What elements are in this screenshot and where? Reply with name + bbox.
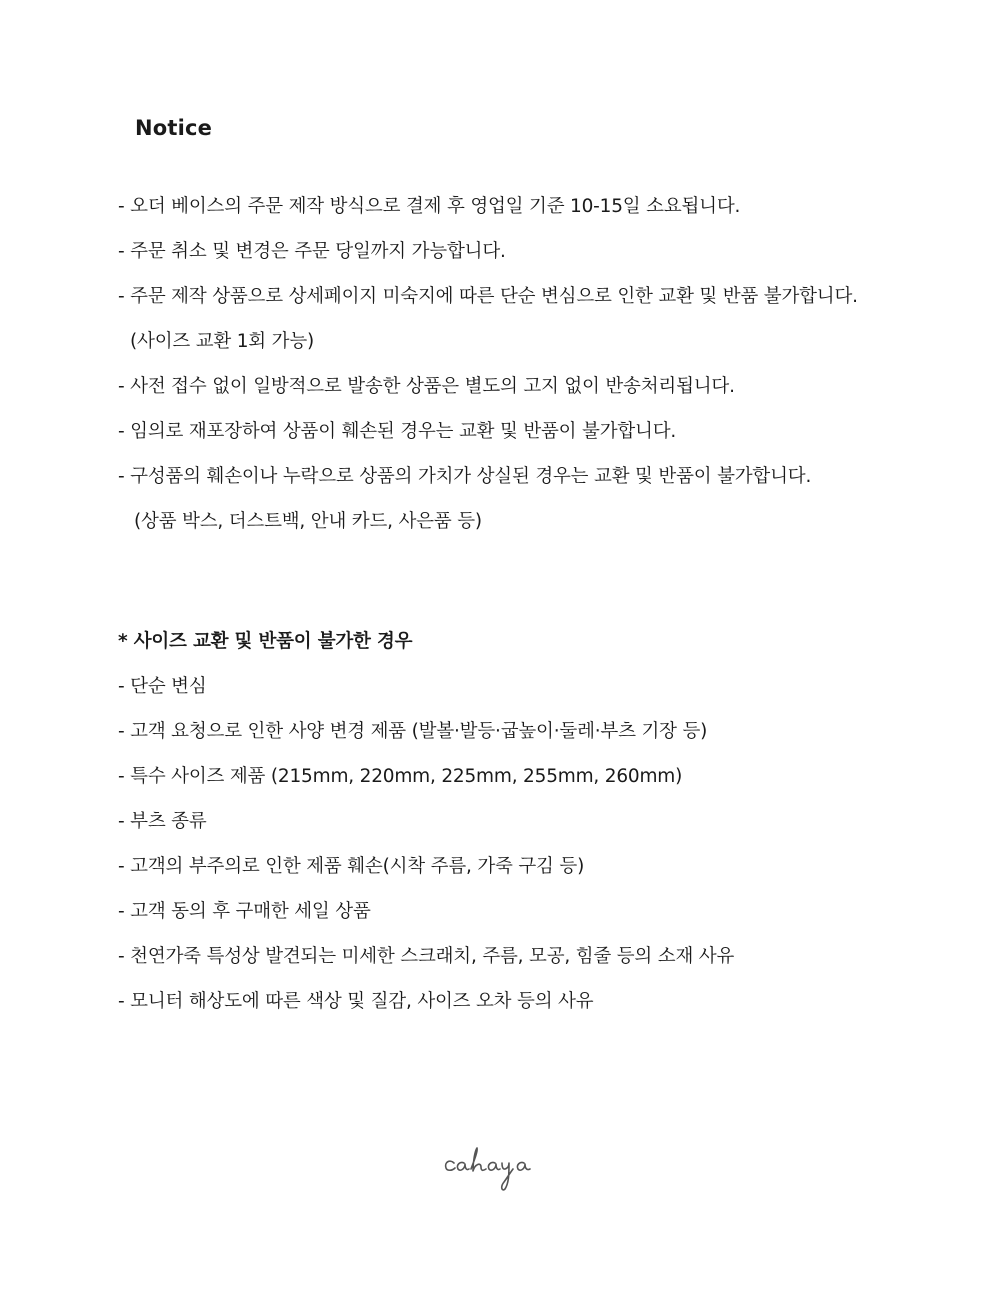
- notice-title: Notice: [135, 116, 213, 140]
- exception-item: - 부츠 종류: [118, 811, 207, 832]
- exception-item: - 천연가죽 특성상 발견되는 미세한 스크래치, 주름, 모공, 힘줄 등의 소재 사유: [118, 946, 735, 967]
- notice-item: - 주문 취소 및 변경은 주문 당일까지 가능합니다.: [118, 241, 506, 262]
- cahaya-logo: [440, 1145, 560, 1195]
- notice-item: - 사전 접수 없이 일방적으로 발송한 상품은 별도의 고지 없이 반송처리됩니다.: [118, 376, 735, 397]
- exception-item: - 특수 사이즈 제품 (215mm, 220mm, 225mm, 255mm, 260mm): [118, 766, 683, 787]
- exception-item: - 단순 변심: [118, 676, 207, 697]
- exception-item: - 모니터 해상도에 따른 색상 및 질감, 사이즈 오차 등의 사유: [118, 991, 594, 1012]
- notice-item: - 구성품의 훼손이나 누락으로 상품의 가치가 상실된 경우는 교환 및 반품이 불가합니다.: [118, 466, 812, 487]
- exception-item: - 고객의 부주의로 인한 제품 훼손(시착 주름, 가죽 구김 등): [118, 856, 585, 877]
- notice-item-note: (사이즈 교환 1회 가능): [130, 331, 315, 352]
- notice-item-note: (상품 박스, 더스트백, 안내 카드, 사은품 등): [134, 511, 482, 532]
- exception-item: - 고객 요청으로 인한 사양 변경 제품 (발볼·발등·굽높이·둘레·부츠 기장 등): [118, 721, 708, 742]
- exception-item: - 고객 동의 후 구매한 세일 상품: [118, 901, 371, 922]
- notice-item: - 임의로 재포장하여 상품이 훼손된 경우는 교환 및 반품이 불가합니다.: [118, 421, 677, 442]
- exceptions-title: * 사이즈 교환 및 반품이 불가한 경우: [118, 631, 413, 652]
- notice-item: - 오더 베이스의 주문 제작 방식으로 결제 후 영업일 기준 10-15일 소요됩니다.: [118, 196, 741, 217]
- notice-item: - 주문 제작 상품으로 상세페이지 미숙지에 따른 단순 변심으로 인한 교환 및 반품 불가합니다.: [118, 286, 858, 307]
